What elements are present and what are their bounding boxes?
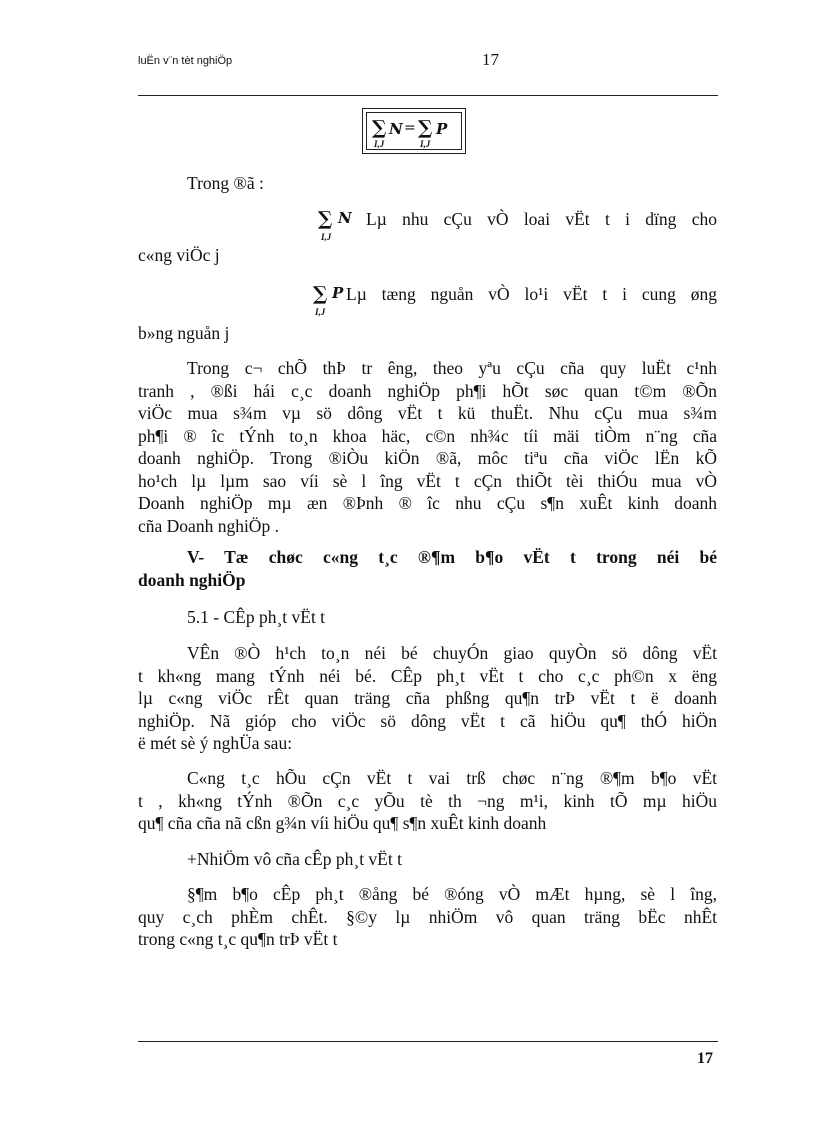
paragraph-logistics (138, 767, 717, 835)
def2-sub: I,J (315, 307, 326, 317)
def2-line1: Lµ tæng nguån vÒ lo¹i vËt t i cung øng (346, 284, 717, 304)
def1-line2: c«ng viÖc j (138, 245, 220, 265)
header-rule (138, 95, 718, 96)
heading-line: V- Tæ chøc c«ng t¸c ®¶m b¶o vËt t trong néi bé (187, 547, 717, 567)
paragraph-line: §¶m b¶o cÊp ph¸t ®ång bé ®óng vÒ mÆt hµng, sè l îng, (187, 884, 717, 904)
paragraph-line: qu¶ cña cña nã cßn g¾n víi hiÖu qu¶ s¶n xuÊt kinh doanh (138, 813, 547, 833)
paragraph-line: t kh«ng mang tÝnh néi bé. CÊp ph¸t vËt t cho c¸c ph©n x ëng (138, 665, 717, 686)
paragraph-line: Trong c¬ chÕ thÞ tr êng, theo yªu cÇu cña quy luËt c¹nh (187, 358, 717, 378)
paragraph-line: ph¶i ® îc tÝnh to¸n khoa häc, c©n nh¾c tíi mäi tiÒm n¨ng cña (138, 425, 717, 446)
footer-page-number: 17 (697, 1050, 713, 1067)
formula-sub-right: I,J (420, 139, 431, 149)
paragraph-line: tranh , ®ßi hái c¸c doanh nghiÖp ph¶i hÕt søc quan t©m ®Õn (138, 380, 717, 401)
formula-lhs: N (389, 120, 403, 138)
paragraph-line: nghiÖp. Nã gióp cho viÖc sö dông vËt t cã hiÖu qu¶ thÓ hiÖn (138, 710, 717, 731)
paragraph-line: Doanh nghiÖp mµ æn ®Þnh ® îc nhu cÇu s¶n xuÊt kinh doanh (138, 493, 717, 513)
paragraph-market-demand (138, 357, 717, 537)
formula-rhs: P (436, 120, 448, 138)
formula-frame (366, 112, 462, 150)
paragraph-line: C«ng t¸c hÕu cÇn vËt t vai trß chøc n¨ng ®¶m b¶o vËt (187, 768, 717, 788)
paragraph-line: quy c¸ch phÈm chÊt. §©y lµ nhiÖm vô quan träng bËc nhÊt (138, 906, 717, 927)
running-header: luËn v¨n tèt nghiÖp (138, 55, 233, 67)
sigma-symbol: ∑ (372, 117, 387, 139)
section-heading (138, 546, 717, 591)
paragraph-line: lµ c«ng viÖc rÊt quan träng cña phßng qu¶n trÞ vËt t ë doanh (138, 688, 717, 708)
balance-formula (362, 108, 466, 154)
sigma-symbol: ∑ (313, 283, 328, 305)
paragraph-line: cña Doanh nghiÖp . (138, 515, 279, 536)
paragraph-line: t , kh«ng tÝnh ®Õn c¸c yÕu tè th ¬ng m¹i, kinh tÕ mµ hiÖu (138, 790, 717, 811)
sigma-symbol: ∑ (318, 208, 333, 230)
def2-variable: P (332, 284, 344, 302)
heading-line: doanh nghiÖp (138, 569, 246, 590)
def1-variable: N (338, 209, 352, 227)
paragraph-allocation (138, 642, 717, 755)
paragraph-line: ë mét sè ý nghÜa sau: (138, 733, 293, 753)
task-title: +NhiÖm vô cña cÊp ph¸t vËt t (187, 849, 402, 869)
paragraph-line: trong c«ng t¸c qu¶n trÞ vËt t (138, 929, 338, 949)
def1-sub: I,J (321, 232, 332, 242)
paragraph-line: doanh nghiÖp. Trong ®iÒu kiÖn ®ã, môc tiªu cña viÖc lËn kÕ (138, 448, 717, 468)
def1-line1: Lµ nhu cÇu vÒ loai vËt t i dïng cho (366, 209, 717, 229)
footer-rule (138, 1041, 718, 1042)
paragraph-line: viÖc mua s¾m vµ sö dông vËt t kü thuËt. Nhu cÇu mua s¾m (138, 403, 717, 423)
def2-line2: b»ng nguån j (138, 323, 230, 343)
paragraph-line: ho¹ch lµ lµm sao víi sè l îng vËt t cÇn thiÕt tèi thiÓu mua vÒ (138, 470, 717, 491)
formula-equals: = (404, 120, 416, 136)
subsection-title: 5.1 - CÊp ph¸t vËt t (187, 607, 326, 627)
header-page-number: 17 (482, 50, 499, 69)
paragraph-line: VÊn ®Ò h¹ch to¸n néi bé chuyÓn giao quyÒn sö dông vËt (187, 643, 717, 663)
paragraph-tasks (138, 883, 717, 951)
sigma-symbol: ∑ (418, 117, 433, 139)
intro-text: Trong ®ã : (187, 173, 264, 193)
formula-sub-left: I,J (374, 139, 385, 149)
